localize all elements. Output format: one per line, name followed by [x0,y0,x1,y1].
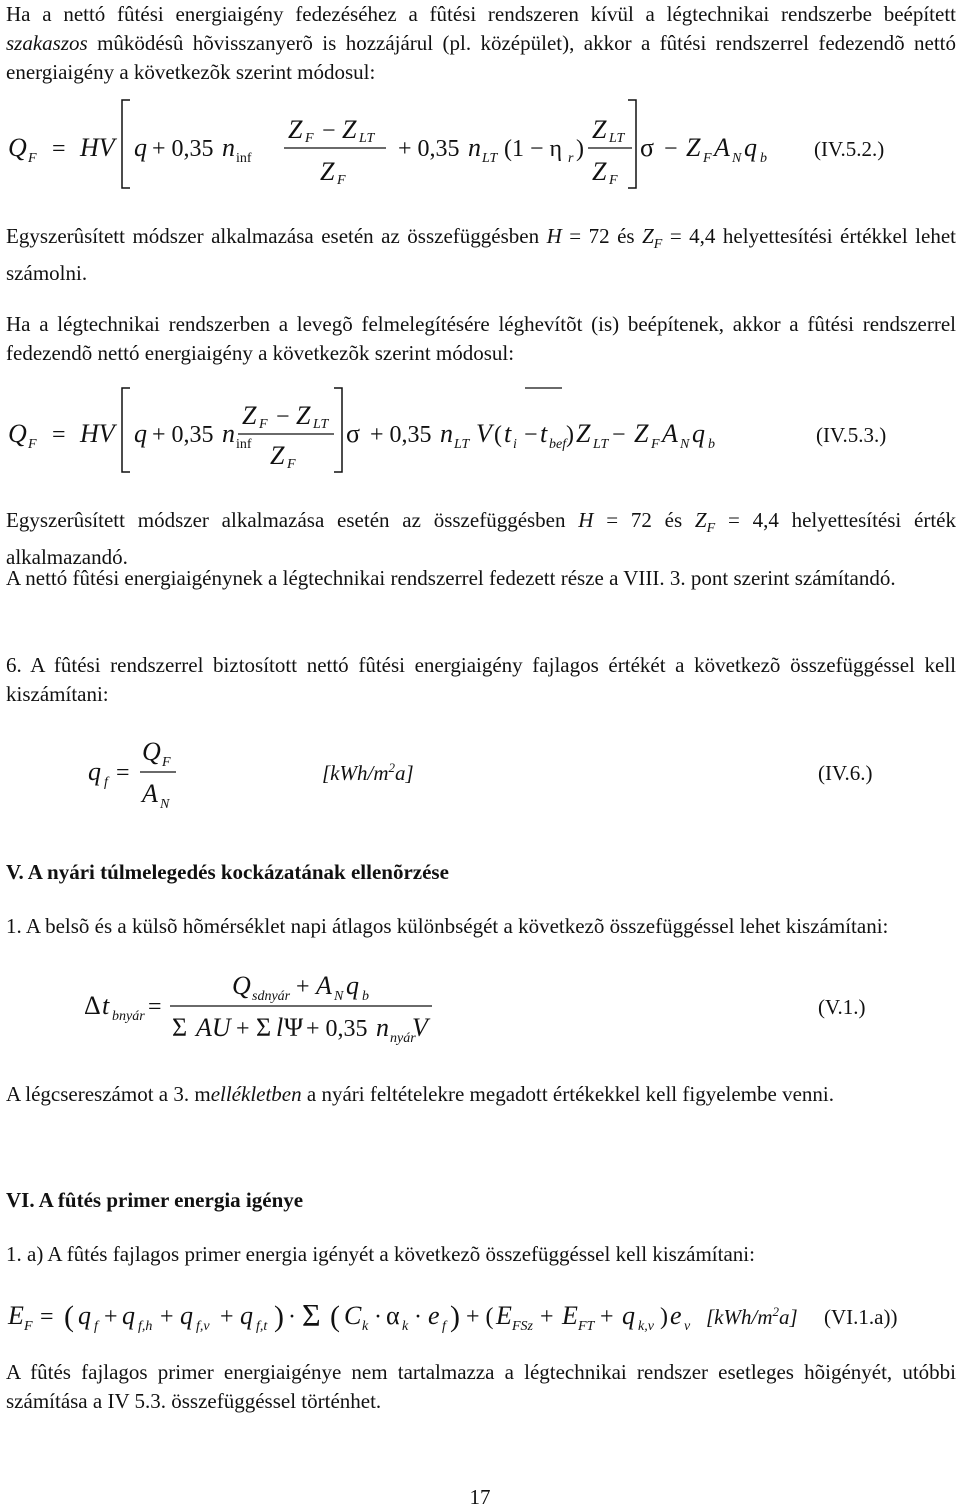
eq-symbol: ) [660,1304,668,1330]
eq-symbol: ( [494,422,502,448]
eq-symbol: V [412,1013,428,1042]
paragraph-temperature-diff: 1. A belsõ és a külsõ hõmérséklet napi átlagos különbségét a következõ összefüggéssel lehet kiszámítani: [6,914,889,938]
eq-sub: f,v [196,1319,210,1334]
eq-symbol: q [346,971,359,1000]
equation-label: (V.1.) [818,995,866,1019]
eq-symbol: α [386,1301,400,1330]
eq-sub: F [287,457,296,472]
eq-sub: F [24,1319,33,1334]
eq-symbol: + [600,1304,614,1330]
equation-label: (VI.1.a)) [824,1305,898,1329]
page-number: 17 [469,1485,491,1509]
right-bracket [334,388,342,472]
text-run: mûködésû hõvisszanyerõ is hozzájárul (pl. középület), akkor a fûtési rendszerrel fedezendõ nettó energiaigény a következõk szerint módosul: [6,31,956,84]
equation-label: (IV.6.) [818,761,873,785]
eq-sub: F [651,437,660,452]
eq-symbol: · [374,1304,382,1330]
text-run: Egyszerûsített módszer alkalmazása esetén az összefüggésben [6,508,579,532]
equation-label: (IV.5.2.) [814,137,885,161]
eq-sub: b [362,989,369,1004]
text-run: = 72 és [561,224,643,248]
text-run: Egyszerûsített módszer alkalmazása esetén az összefüggésben [6,224,547,248]
eq-sub: f [442,1319,446,1334]
eq-sub: F [305,131,314,146]
eq-symbol: σ [640,133,655,162]
equation-iv-6-svg [0,730,960,820]
paragraph-simplified-1 [6,222,956,288]
eq-sub: inf [236,151,252,166]
paragraph-primer-energy: 1. a) A fûtés fajlagos primer energia igényét a következõ összefüggéssel kell kiszámítani: [6,1242,755,1266]
right-bracket [628,100,636,188]
text-run: Ha a nettó fûtési energiaigény fedezéséhez a fûtési rendszeren kívül a légtechnikai rendszerbe beépített [6,2,956,26]
eq-sub: f [104,775,108,790]
eq-sub: LT [454,437,470,452]
eq-symbol: + 0,35 [306,1016,368,1042]
eq-symbol: · [288,1304,296,1330]
eq-symbol: Q [232,971,251,1000]
equation-iv-5-2-svg [0,92,960,192]
text-run: a nyári feltételekre megadott értékekkel kell figyelembe venni. [301,1082,834,1106]
eq-symbol: n [222,133,235,162]
italic-run: H [546,224,562,248]
eq-symbol: q [744,133,757,162]
unit-label: $[kWh/m^2a]$ [322,760,414,785]
eq-symbol: = [116,760,130,786]
eq-sub: inf [236,437,252,452]
eq-sub: b [760,151,767,166]
text-run: = 72 és [593,508,695,532]
eq-symbol: Z [634,419,649,448]
eq-symbol: Z [320,157,335,186]
eq-sub: k,v [638,1319,654,1334]
italic-run: ellékletben [210,1082,302,1106]
eq-symbol: + 0,35 [152,136,214,162]
paragraph-final-note: A fûtés fajlagos primer energiaigénye nem tartalmazza a légtechnikai rendszer esetleges hõigényét, utóbbi számítása a IV 5.3. összefüggéssel történhet. [6,1360,956,1413]
eq-sub: bnyár [112,1009,145,1024]
equation-iv-5-3-svg [0,384,960,484]
paragraph-net-energy: A nettó fûtési energiaigénynek a légtechnikai rendszerrel fedezett része a VIII. 3. pont szerint számítandó. [6,566,896,590]
eq-symbol: C [344,1301,362,1330]
paragraph-air-heater: Ha a légtechnikai rendszerben a levegõ felmelegítésére léghevítõt (is) beépítenek, akkor a fûtési rendszerrel fedezendõ nettó energiaigény a következõk szerint módosul: [6,312,956,365]
eq-symbol: Z [296,401,311,430]
eq-symbol: Ψ [284,1013,304,1042]
eq-symbol: ) [450,1300,460,1333]
eq-symbol: Q [8,133,27,162]
eq-symbol: ( [64,1300,74,1333]
eq-sub: F [162,755,171,770]
eq-symbol: Z [242,401,257,430]
eq-symbol: + [160,1304,174,1330]
eq-symbol: · [414,1304,422,1330]
eq-sub: N [732,151,742,166]
eq-symbol: A [142,779,158,808]
equation-iv-5-2 [0,92,960,192]
eq-sub: F [703,151,712,166]
eq-symbol: + 0,35 [370,422,432,448]
eq-symbol: HV [80,419,115,448]
eq-symbol: − [524,422,538,448]
eq-sub: i [513,437,517,452]
eq-sub: r [568,151,574,166]
equation-vi-1-a-svg [0,1288,960,1348]
eq-symbol: + [236,1016,250,1042]
eq-symbol: Σ [172,1013,188,1042]
eq-symbol: + ( [466,1304,494,1330]
eq-symbol: e [670,1301,682,1330]
eq-symbol: q [180,1301,193,1330]
eq-symbol: q [692,419,705,448]
paragraph-intro [6,0,956,87]
unit-label: $[kWh/m^2a]$ [706,1304,798,1329]
eq-sub: nyár [390,1031,416,1046]
eq-symbol: q [622,1301,635,1330]
eq-sub: LT [359,131,375,146]
eq-symbol: Z [342,115,357,144]
eq-symbol: Σ [302,1297,321,1333]
eq-symbol: A [714,133,730,162]
text-run: = 4,4 helyettesítési érték alkalmazandó. [6,508,956,570]
eq-symbol: σ [346,419,361,448]
eq-sub: sdnyár [252,989,291,1004]
eq-symbol: HV [80,133,115,162]
eq-sub: LT [593,437,609,452]
paragraph-air-change [6,1080,956,1109]
eq-symbol: = [52,136,66,162]
eq-symbol: (1 − η [504,136,563,162]
eq-sub: N [680,437,690,452]
eq-sub: b [708,437,715,452]
left-bracket [122,388,130,472]
left-bracket [122,100,130,188]
eq-symbol: q [78,1301,91,1330]
eq-symbol: + [104,1304,118,1330]
eq-sub: F [28,437,37,452]
eq-symbol: n [440,419,453,448]
equation-v-1 [0,966,960,1066]
eq-sub: LT [313,417,329,432]
eq-symbol: q [88,757,101,786]
eq-symbol: q [240,1301,253,1330]
eq-symbol: Z [592,115,607,144]
subscript-run: F [706,521,716,537]
eq-sub: bef [549,437,567,452]
eq-sub: F [337,173,346,188]
eq-symbol: E [496,1301,512,1330]
eq-sub: LT [609,131,625,146]
eq-symbol: ) [576,136,584,162]
subscript-run: F [653,237,663,253]
section-heading-v: V. A nyári túlmelegedés kockázatának ellenõrzése [6,860,449,884]
italic-run: H [578,508,594,532]
eq-symbol: Q [8,419,27,448]
eq-symbol: + [540,1304,554,1330]
equation-v-1-svg [0,966,960,1056]
eq-symbol: Z [576,419,591,448]
eq-symbol: Z [686,133,701,162]
equation-iv-6 [0,730,960,830]
eq-symbol: t [102,991,110,1020]
eq-symbol: t [504,419,512,448]
italic-run: Z [694,508,707,532]
eq-sub: k [402,1319,409,1334]
eq-symbol: + [220,1304,234,1330]
eq-symbol: + 0,35 [398,136,460,162]
eq-symbol: Δ [84,991,101,1020]
eq-symbol: − [612,422,626,448]
eq-sub: FSz [512,1319,533,1334]
eq-symbol: e [428,1301,440,1330]
eq-symbol: t [540,419,548,448]
eq-sub: v [684,1319,691,1334]
eq-symbol: = [52,422,66,448]
paragraph-simplified-2 [6,506,956,572]
eq-sub: f,h [138,1319,153,1334]
eq-symbol: = [148,994,162,1020]
eq-sub: k [362,1319,369,1334]
eq-symbol: AU [196,1013,231,1042]
eq-symbol: Z [270,441,285,470]
section-heading-vi: VI. A fûtés primer energia igénye [6,1188,304,1212]
eq-symbol: ( [330,1300,340,1333]
eq-symbol: ) [566,422,574,448]
eq-symbol: q [122,1301,135,1330]
eq-symbol: ) [274,1300,284,1333]
eq-symbol: A [316,971,332,1000]
text-run: = 4,4 helyettesítési értékkel lehet számolni. [6,224,956,286]
eq-symbol: − [664,136,678,162]
eq-symbol: n [468,133,481,162]
eq-symbol: A [662,419,678,448]
eq-sub: N [334,989,344,1004]
eq-sub: LT [482,151,498,166]
eq-symbol: Q [142,737,161,766]
eq-symbol: Z [288,115,303,144]
eq-symbol: Σ [256,1013,272,1042]
eq-symbol: − [276,404,290,430]
eq-symbol: − [322,118,336,144]
eq-sub: N [160,797,170,812]
eq-sub: f [94,1319,98,1334]
eq-symbol: = [40,1304,54,1330]
eq-symbol: q [134,133,147,162]
eq-symbol: + [296,974,310,1000]
eq-symbol: Z [592,157,607,186]
equation-label: (IV.5.3.) [816,423,887,447]
equation-iv-5-3 [0,384,960,484]
italic-run: szakaszos [6,31,88,55]
italic-run: Z [642,224,654,248]
eq-sub: f,t [256,1319,268,1334]
eq-symbol: l [276,1013,284,1042]
eq-sub: F [259,417,268,432]
eq-symbol: E [8,1301,24,1330]
paragraph-specific-value: 6. A fûtési rendszerrel biztosított nettó fûtési energiaigény fajlagos értékét a következõ összefüggéssel kell kiszámítani: [6,653,956,706]
eq-sub: F [28,151,37,166]
text-run: A légcsereszámot a 3. m [6,1082,211,1106]
eq-symbol: E [562,1301,578,1330]
eq-symbol: n [376,1013,389,1042]
eq-symbol: V [476,419,492,448]
eq-symbol: n [222,419,235,448]
eq-symbol: q [134,419,147,448]
eq-sub: FT [578,1319,595,1334]
eq-symbol: + 0,35 [152,422,214,448]
eq-sub: F [609,173,618,188]
